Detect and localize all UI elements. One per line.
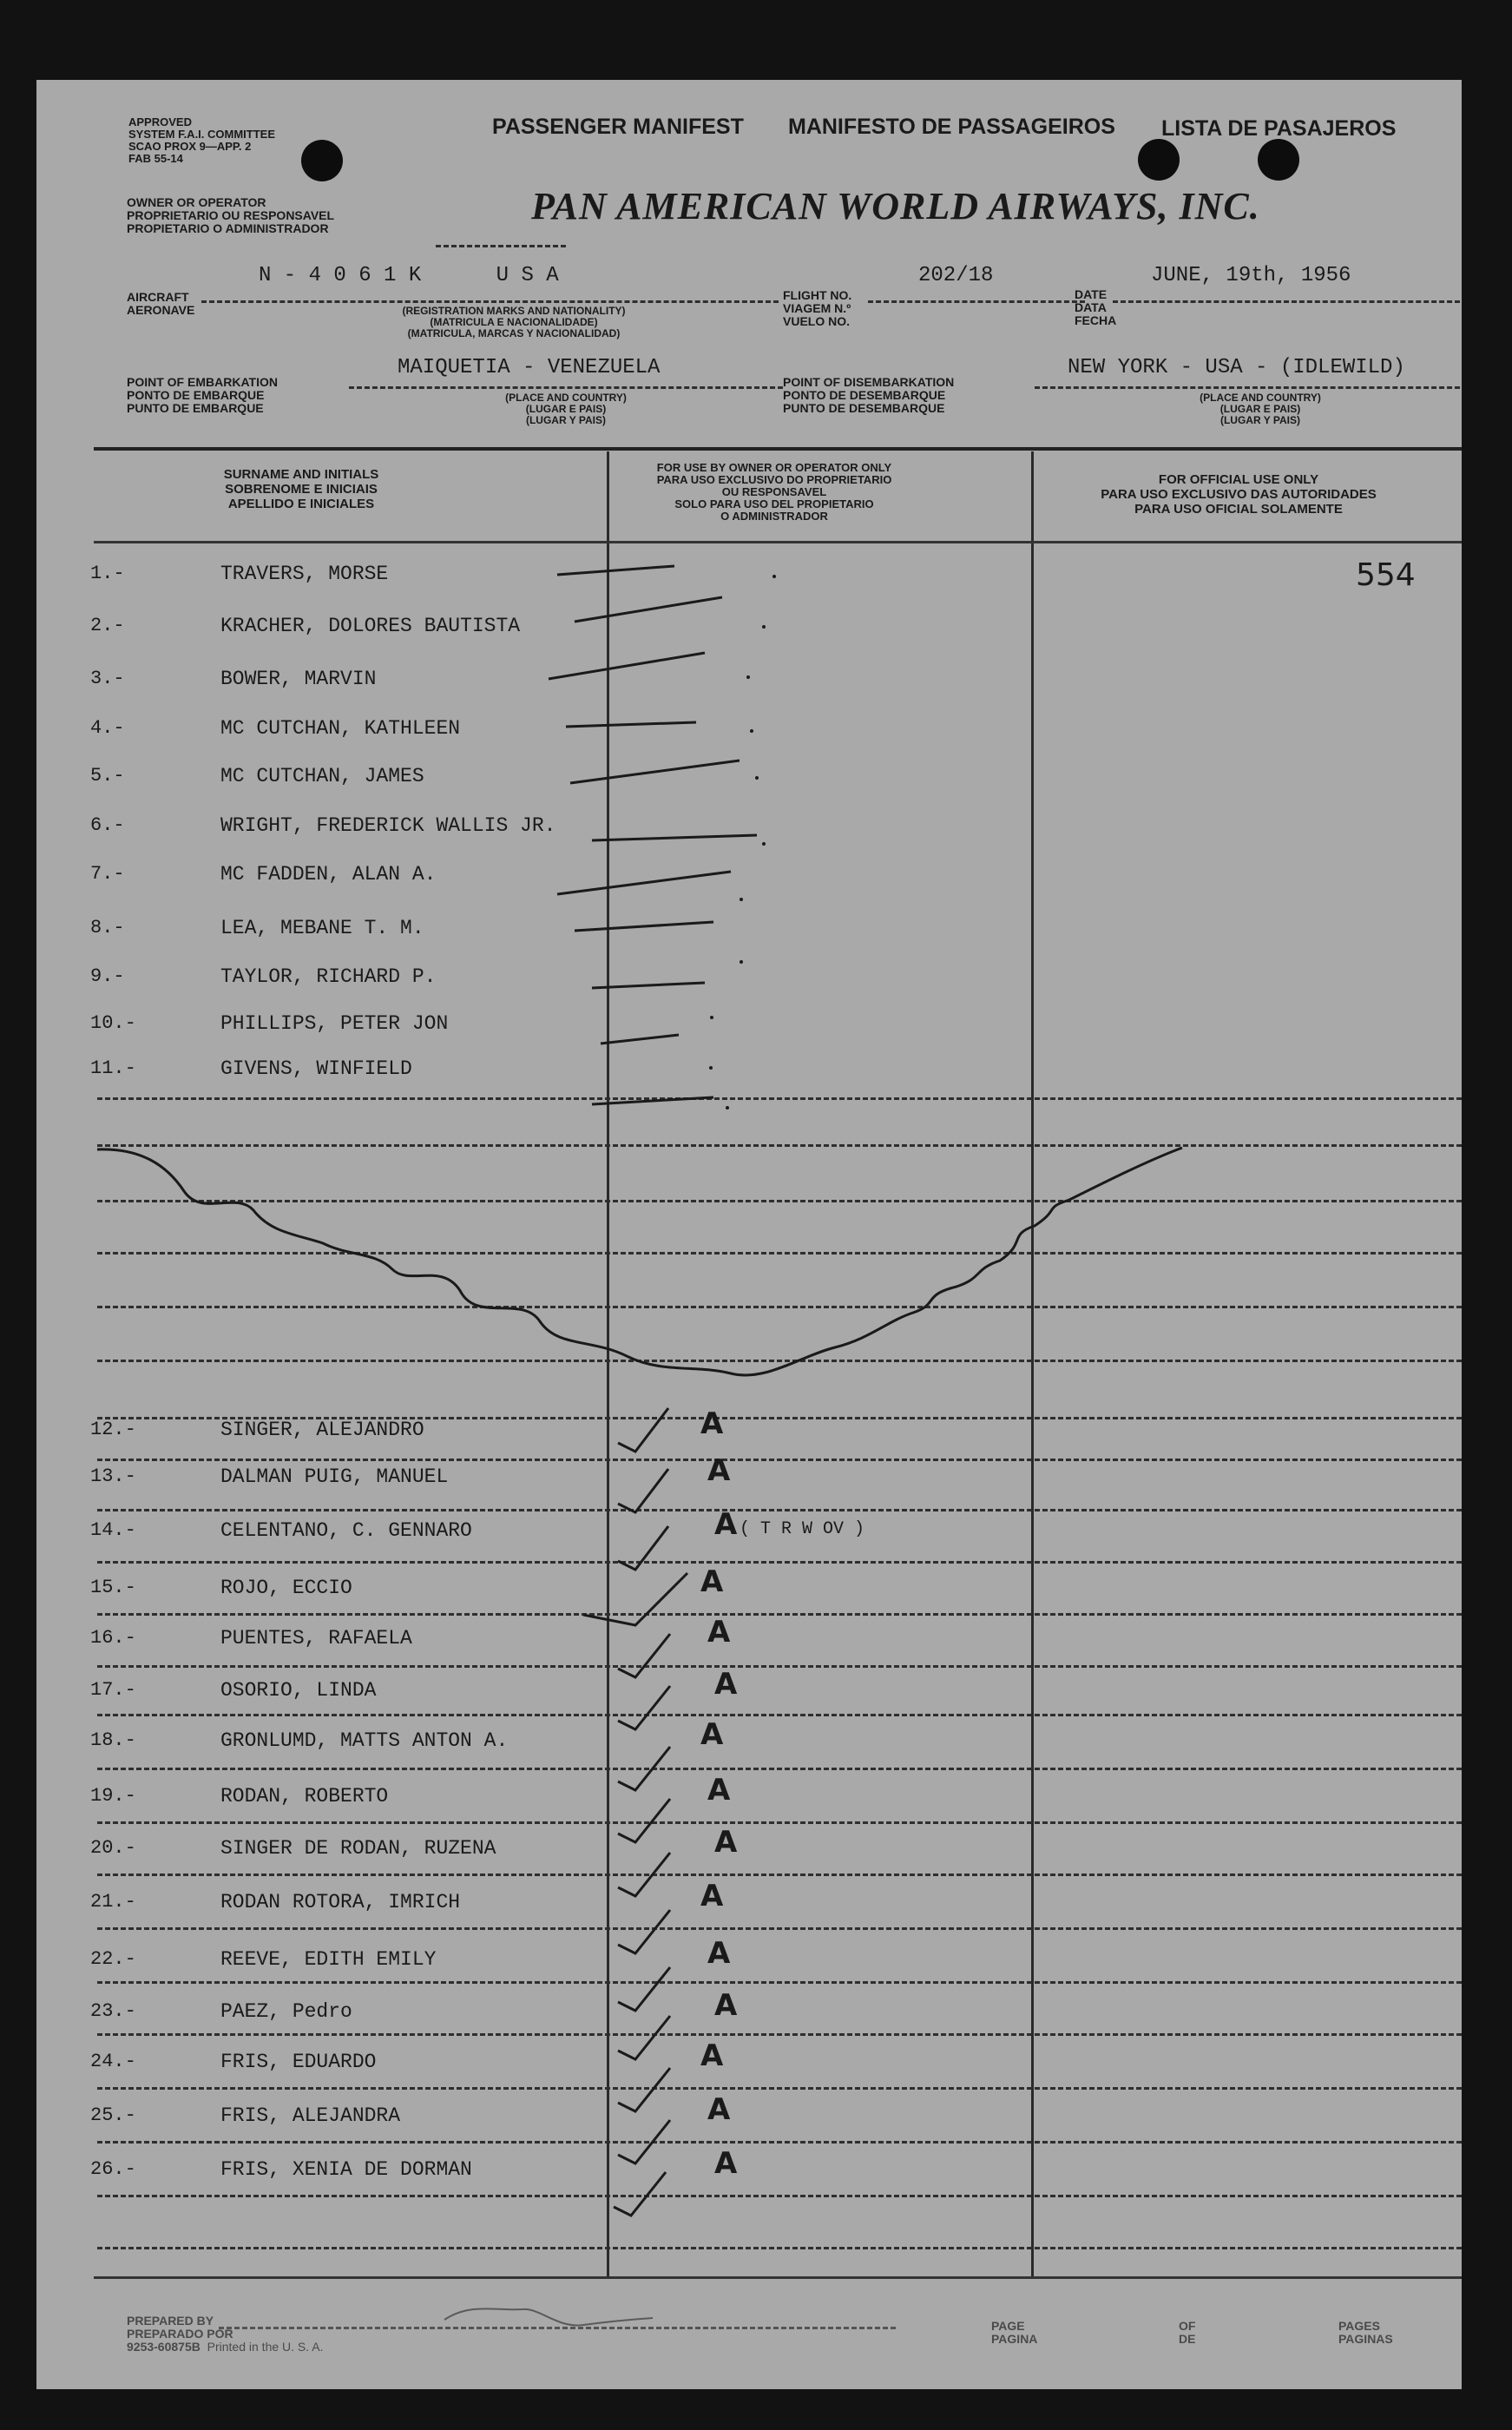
passenger-number: 5.- <box>90 765 125 787</box>
date-labels: DATE DATA FECHA <box>1075 287 1117 327</box>
approval-mark: A <box>707 1936 731 1971</box>
approval-mark: A <box>707 1453 731 1488</box>
pages-labels: PAGES PAGINAS <box>1338 2319 1393 2346</box>
passenger-name: PHILLIPS, PETER JON <box>220 1012 449 1035</box>
passenger-name: LEA, MEBANE T. M. <box>220 917 424 939</box>
approval-mark: A <box>707 2092 731 2127</box>
passenger-number: 8.- <box>90 917 125 938</box>
passenger-name: PAEZ, Pedro <box>220 2000 352 2023</box>
passenger-name: REEVE, EDITH EMILY <box>220 1948 437 1971</box>
passenger-name: WRIGHT, FREDERICK WALLIS JR. <box>220 814 556 837</box>
approval-mark: A <box>700 2038 724 2073</box>
passenger-name: MC CUTCHAN, KATHLEEN <box>220 717 461 740</box>
column-header-owner-use: FOR USE BY OWNER OR OPERATOR ONLY PARA USO EXCLUSIVO DO PROPRIETARIO OU RESPONSAVEL SOLO PARA USO DEL PROPIETARIO O ADMINISTRADOR <box>656 461 892 523</box>
table-row <box>36 1936 1462 1979</box>
date-value: JUNE, 19th, 1956 <box>1151 264 1351 287</box>
flight-labels: FLIGHT NO. VIAGEM N.º VUELO NO. <box>783 288 852 328</box>
passenger-number: 20.- <box>90 1837 136 1859</box>
printed-in-usa: Printed in the U. S. A. <box>207 2340 324 2354</box>
table-row <box>36 1825 1462 1868</box>
passenger-number: 7.- <box>90 863 125 885</box>
approval-mark: A <box>714 2146 738 2181</box>
passenger-name: SINGER, ALEJANDRO <box>220 1419 424 1441</box>
passenger-number: 15.- <box>90 1577 136 1598</box>
table-row <box>36 1564 1462 1608</box>
column-header-official-use: FOR OFFICIAL USE ONLY PARA USO EXCLUSIVO DAS AUTORIDADES PARA USO OFICIAL SOLAMENTE <box>1101 472 1377 517</box>
approval-mark: A <box>707 1615 731 1650</box>
approval-mark: A <box>714 1988 738 2023</box>
approval-mark: A <box>714 1667 738 1702</box>
approval-mark: A <box>707 1773 731 1808</box>
embarkation-labels: POINT OF EMBARKATION PONTO DE EMBARQUE PUNTO DE EMBARQUE <box>127 375 278 415</box>
passenger-number: 17.- <box>90 1679 136 1701</box>
table-row <box>36 1406 1462 1450</box>
passenger-number: 9.- <box>90 965 125 987</box>
approval-mark: A <box>700 1406 724 1441</box>
passenger-number: 6.- <box>90 814 125 836</box>
passenger-number: 3.- <box>90 668 125 689</box>
passenger-number: 1.- <box>90 563 125 584</box>
passenger-name: RODAN, ROBERTO <box>220 1785 389 1808</box>
passenger-number: 22.- <box>90 1948 136 1970</box>
page-labels: PAGE PAGINA <box>991 2319 1038 2346</box>
passenger-name: FRIS, XENIA DE DORMAN <box>220 2158 472 2181</box>
table-row <box>36 1879 1462 1922</box>
passenger-name: CELENTANO, C. GENNARO <box>220 1519 472 1542</box>
approval-mark: A <box>714 1825 738 1860</box>
passenger-number: 18.- <box>90 1729 136 1751</box>
passenger-name: TAYLOR, RICHARD P. <box>220 965 437 988</box>
approval-mark: A <box>714 1507 738 1542</box>
form-code: 9253-60875B <box>127 2340 201 2354</box>
embarkation-value: MAIQUETIA - VENEZUELA <box>398 356 661 379</box>
table-row <box>36 1988 1462 2032</box>
passenger-number: 11.- <box>90 1057 136 1079</box>
disembarkation-place-labels: (PLACE AND COUNTRY) (LUGAR E PAIS) (LUGAR Y PAIS) <box>1200 392 1321 426</box>
table-row <box>36 1717 1462 1761</box>
table-row <box>36 1507 1462 1551</box>
manifest-sheet <box>36 80 1462 2389</box>
passenger-number: 26.- <box>90 2158 136 2180</box>
passenger-name: FRIS, ALEJANDRA <box>220 2104 401 2127</box>
flight-number-value: 202/18 <box>918 264 994 287</box>
approval-mark: A <box>700 1717 724 1752</box>
passenger-name: KRACHER, DOLORES BAUTISTA <box>220 615 521 637</box>
passenger-name: MC CUTCHAN, JAMES <box>220 765 424 787</box>
passenger-number: 24.- <box>90 2051 136 2072</box>
approval-block: APPROVED SYSTEM F.A.I. COMMITTEE SCAO PROX 9—APP. 2 FAB 55-14 <box>128 115 276 165</box>
cancel-scribble <box>36 80 1462 2389</box>
prepared-underline <box>219 2327 896 2329</box>
passenger-number: 4.- <box>90 717 125 739</box>
registration-labels: (REGISTRATION MARKS AND NATIONALITY) (MATRICULA E NACIONALIDADE) (MATRICULA, MARCAS Y NACIONALIDAD) <box>402 305 626 339</box>
passenger-name: OSORIO, LINDA <box>220 1679 377 1702</box>
passenger-name: GIVENS, WINFIELD <box>220 1057 412 1080</box>
passenger-number: 25.- <box>90 2104 136 2126</box>
passenger-number: 2.- <box>90 615 125 636</box>
signature <box>436 2294 661 2346</box>
approval-mark: A <box>700 1564 724 1599</box>
airline-name: PAN AMERICAN WORLD AIRWAYS, INC. <box>531 185 1260 227</box>
passenger-name: DALMAN PUIG, MANUEL <box>220 1465 449 1488</box>
table-row <box>36 2092 1462 2136</box>
passenger-name: PUENTES, RAFAELA <box>220 1627 412 1650</box>
table-row <box>36 1773 1462 1816</box>
table-row <box>36 1615 1462 1658</box>
aircraft-labels: AIRCRAFT AERONAVE <box>127 290 195 317</box>
column-header-surname: SURNAME AND INITIALS SOBRENOME E INICIAIS APELLIDO E INICIALES <box>223 467 379 511</box>
passenger-number: 16.- <box>90 1627 136 1649</box>
passenger-name: MC FADDEN, ALAN A. <box>220 863 437 886</box>
table-row <box>36 2146 1462 2190</box>
passenger-number: 14.- <box>90 1519 136 1541</box>
passenger-number: 23.- <box>90 2000 136 2022</box>
passenger-number: 21.- <box>90 1891 136 1913</box>
passenger-name: RODAN ROTORA, IMRICH <box>220 1891 461 1913</box>
title-english: PASSENGER MANIFEST <box>492 115 744 139</box>
passenger-note: ( T R W OV ) <box>740 1519 865 1539</box>
passenger-number: 19.- <box>90 1785 136 1807</box>
approval-mark: A <box>700 1879 724 1913</box>
table-bottom-border <box>94 2276 1462 2279</box>
table-row <box>36 1667 1462 1710</box>
passenger-name: GRONLUMD, MATTS ANTON A. <box>220 1729 509 1752</box>
passenger-name: SINGER DE RODAN, RUZENA <box>220 1837 496 1860</box>
title-spanish: LISTA DE PASAJEROS <box>1161 116 1397 141</box>
of-labels: OF DE <box>1179 2319 1196 2346</box>
passenger-name: TRAVERS, MORSE <box>220 563 389 585</box>
owner-operator-labels: OWNER OR OPERATOR PROPRIETARIO OU RESPONSAVEL PROPIETARIO O ADMINISTRADOR <box>127 195 335 235</box>
table-row <box>36 1453 1462 1497</box>
passenger-name: ROJO, ECCIO <box>220 1577 352 1599</box>
passenger-number: 13.- <box>90 1465 136 1487</box>
prepared-by-labels: PREPARED BY PREPARADO POR 9253-60875B Printed in the U. S. A. <box>127 2314 324 2354</box>
passenger-name: FRIS, EDUARDO <box>220 2051 377 2073</box>
title-portuguese: MANIFESTO DE PASSAGEIROS <box>788 115 1115 139</box>
official-number: 554 <box>1356 557 1416 593</box>
disembarkation-value: NEW YORK - USA - (IDLEWILD) <box>1068 356 1405 379</box>
passenger-name: BOWER, MARVIN <box>220 668 377 690</box>
disembarkation-labels: POINT OF DISEMBARKATION PONTO DE DESEMBARQUE PUNTO DE DESEMBARQUE <box>783 375 955 415</box>
passenger-number: 12.- <box>90 1419 136 1440</box>
passenger-number: 10.- <box>90 1012 136 1034</box>
table-row <box>36 2038 1462 2082</box>
aircraft-value: N - 4 0 6 1 K U S A <box>259 264 559 287</box>
embarkation-place-labels: (PLACE AND COUNTRY) (LUGAR E PAIS) (LUGAR Y PAIS) <box>505 392 627 426</box>
